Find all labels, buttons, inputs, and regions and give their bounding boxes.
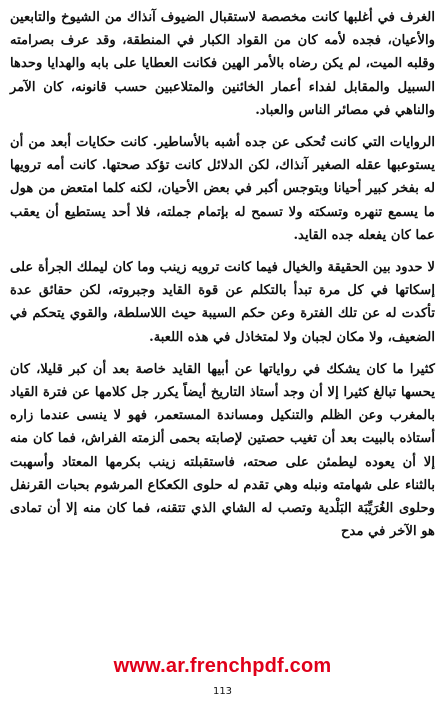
paragraph-2: الروايات التي كانت تُحكى عن جده أشبه بالأساطير. كانت حكايات أبعد من أن يستوعبها عقله الصغير آنذاك، لكن الدلائل كانت تؤكد صحتها. كانت أمه ترويها له بفخر كبير أحيانا وبتوجس أكبر في بعض الأحيان، لكنه كلما امتعض من هول ما يسمع تنهره وتسكته ولا تسمح له بإتمام جملته، فلا أحد يستطيع أن يعقب عما كان يفعله جده القايد. bbox=[10, 135, 435, 243]
paragraph-3: لا حدود بين الحقيقة والخيال فيما كانت ترويه زينب وما كان ليملك الجرأة على إسكاتها في كل مرة تبدأ بالتكلم عن قوة القايد وجبروته، لكن حقائق عدة تأكدت له عن تلك الفترة وعن حكم السيبة حيث اللاسلطة، والقوي يتحكم في الضعيف، ولا مكان لجبان ولا لمتخاذل في هذه اللعبة. bbox=[10, 260, 435, 345]
watermark-url: www.ar.frenchpdf.com bbox=[113, 655, 332, 677]
paragraph-1: الغرف في أغلبها كانت مخصصة لاستقبال الضيوف آنذاك من الشيوخ والتابعين والأعيان، فجده لأمه كان من القواد الكبار في المنطقة، وقد عرف بصرامته وقلبه الميت، لم يكن رضاه بالأمر الهين فكانت العطايا على بابه والهدايا وحدها السبيل والمقابل لفداء أعمار الخائنين والمتلاعبين حسب قانونه، كان الآمر والناهي في مصائر الناس والعباد. bbox=[10, 10, 435, 118]
paragraph-4: كثيرا ما كان يشكك في رواياتها عن أبيها القايد خاصة بعد أن كبر قليلا، كان يحسها تبالغ كثيرا إلا أن وجد أستاذ التاريخ أيضاً يكرر جل كلامها عن فترة القياد بالمغرب وعن الظلم والتنكيل ومساندة المستعمر، فهو لا ينسى عندما زاره أستاذه بالبيت بعد أن تغيب حصتين لإصابته بحمى ألزمته الفراش، فما كان منه إلا أن يعوده ليطمئن على صحته، فاستقبلته زينب بكرمها المعتاد وأسهبت بالثناء على شهامته ونبله وهي تقدم له حلوى الكعكاع المرشوم بحبات القرنفل وحلوى الغُرَيِّبَة البَلْدية وتصب له الشاي الذي تتقنه، فما كان منه إلا أن تمادى هو الآخر في مدح bbox=[10, 361, 435, 540]
page-number: 113 bbox=[212, 686, 233, 697]
